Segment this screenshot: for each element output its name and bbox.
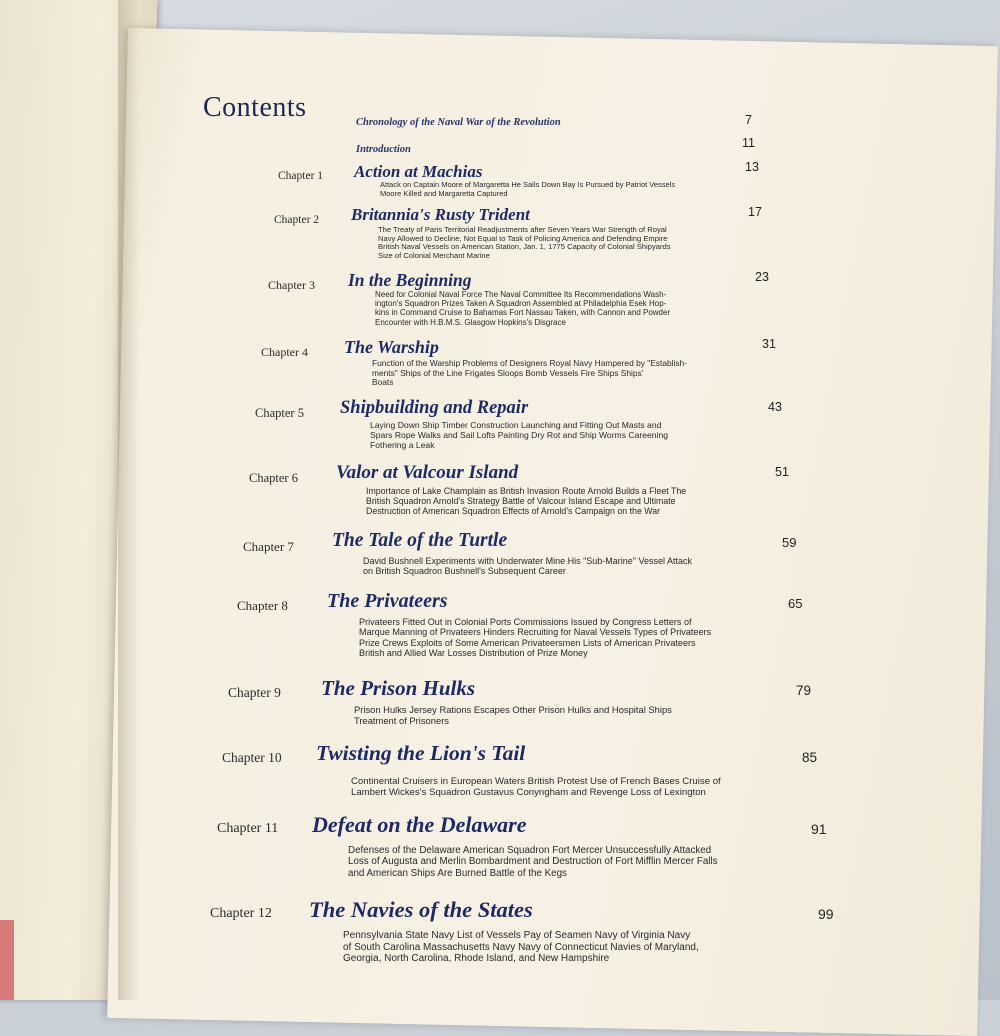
chapter-subtopics: Need for Colonial Naval Force The Naval Committee Its Recommendations Wash- ington's Squadron Prizes Taken A Squadron Assembled at Philadelphia Esek Hop- kins in Command Cruise to Bahamas Fort Nassau Taken, with Cannon and Powder Encounter with H.B.M.S. Glasgow Hopkins's Disgrace: [375, 290, 671, 327]
chapter-title: The Tale of the Turtle: [332, 530, 508, 551]
chapter-subtopics: Attack on Captain Moore of Margaretta He Sails Down Bay Is Pursued by Patriot Vessels Moore Killed and Margaretta Captured: [380, 180, 676, 198]
chapter-subtopics: Continental Cruisers in European Waters British Protest Use of French Bases Cruise of Lambert Wickes's Squadron Gustavus Conyngham and Revenge Loss of Lexington: [351, 776, 721, 799]
chapter-subtopics: Importance of Lake Champlain as British Invasion Route Arnold Builds a Fleet The British Squadron Arnold's Strategy Battle of Valcour Island Escape and Ultimate Destruction of American Squadron Effects of Arnold's Campaign on the War: [366, 486, 687, 517]
chapter-page: 91: [811, 821, 827, 837]
chapter-label: Chapter 10: [222, 750, 282, 765]
book-edge: [0, 920, 14, 1000]
chapter-subtopics: Function of the Warship Problems of Designers Royal Navy Hampered by "Establish- ments" Ships of the Line Frigates Sloops Bomb Vessels Fire Ships Ships' Boats: [372, 358, 687, 388]
chapter-title: In the Beginning: [348, 270, 472, 290]
chapter-subtopics: David Bushnell Experiments with Underwater Mine His "Sub-Marine" Vessel Attack on British Squadron Bushnell's Subsequent Career: [363, 556, 693, 577]
chapter-title: Valor at Valcour Island: [336, 462, 519, 483]
chapter-label: Chapter 9: [228, 685, 281, 700]
chapter-subtopics: Pennsylvania State Navy List of Vessels Pay of Seamen Navy of Virginia Navy of South Carolina Massachusetts Navy Navy of Connecticut Navies of Maryland, Georgia, North Carolina, Rhode Island, and New Hampshire: [343, 930, 699, 964]
chapter-label: Chapter 8: [237, 598, 288, 613]
chapter-title: The Prison Hulks: [321, 676, 476, 700]
chapter-label: Chapter 7: [243, 539, 294, 554]
front-matter-page: 7: [745, 113, 752, 127]
front-matter-page: 11: [742, 136, 755, 150]
chapter-label: Chapter 2: [274, 214, 320, 226]
front-matter-title: Chronology of the Naval War of the Revolution: [356, 117, 561, 128]
chapter-page: 85: [802, 750, 818, 765]
chapter-title: The Privateers: [327, 590, 448, 612]
chapter-subtopics: Prison Hulks Jersey Rations Escapes Other Prison Hulks and Hospital Ships Treatment of Prisoners: [354, 704, 672, 726]
chapter-label: Chapter 11: [217, 821, 279, 836]
chapter-title: Shipbuilding and Repair: [340, 398, 529, 418]
chapter-label: Chapter 12: [210, 906, 272, 921]
page-gutter: [118, 0, 140, 1000]
front-matter-title: Introduction: [356, 144, 411, 155]
chapter-page: 17: [748, 205, 762, 219]
chapter-title: Twisting the Lion's Tail: [316, 741, 526, 765]
chapter-label: Chapter 4: [261, 345, 308, 359]
chapter-subtopics: Privateers Fitted Out in Colonial Ports Commissions Issued by Congress Letters of Marque Manning of Privateers Hinders Recruiting for Naval Vessels Types of Privateers Prize Crews Exploits of Some American Privateersmen Lists of American Privateers British and Allied War Losses Distribution of Prize Money: [359, 617, 712, 659]
chapter-page: 51: [775, 465, 789, 479]
chapter-title: The Navies of the States: [309, 897, 533, 922]
chapter-subtopics: The Treaty of Paris Territorial Readjustments after Seven Years War Strength of Royal Navy Allowed to Decline, Not Equal to Task of Policing America and Defending Empire British Naval Vessels on American Station, Jan. 1, 1775 Capacity of Colonial Shipyards Size of Colonial Merchant Marine: [378, 225, 671, 261]
chapter-label: Chapter 6: [249, 471, 298, 485]
chapter-page: 99: [818, 906, 834, 922]
chapter-title: The Warship: [344, 337, 439, 357]
chapter-title: Britannia's Rusty Trident: [351, 205, 530, 224]
chapter-subtopics: Laying Down Ship Timber Construction Launching and Fitting Out Masts and Spars Rope Walks and Sail Lofts Painting Dry Rot and Ship Worms Careening Fothering a Leak: [370, 420, 669, 450]
chapter-page: 65: [788, 596, 803, 611]
chapter-page: 59: [782, 535, 797, 550]
chapter-label: Chapter 3: [268, 278, 315, 292]
chapter-label: Chapter 5: [255, 406, 304, 420]
contents-heading: Contents: [203, 92, 307, 123]
chapter-page: 79: [796, 683, 812, 698]
chapter-title: Action at Machias: [354, 162, 483, 181]
chapter-title: Defeat on the Delaware: [312, 812, 527, 837]
chapter-page: 43: [768, 400, 782, 414]
chapter-page: 13: [745, 160, 759, 174]
chapter-page: 23: [755, 270, 769, 284]
chapter-subtopics: Defenses of the Delaware American Squadron Fort Mercer Unsuccessfully Attacked Loss of Augusta and Merlin Bombardment and Destruction of Fort Mifflin Mercer Falls and American Ships Are Burned Battle of the Kegs: [348, 845, 718, 879]
chapter-label: Chapter 1: [278, 170, 324, 182]
chapter-page: 31: [762, 337, 776, 351]
